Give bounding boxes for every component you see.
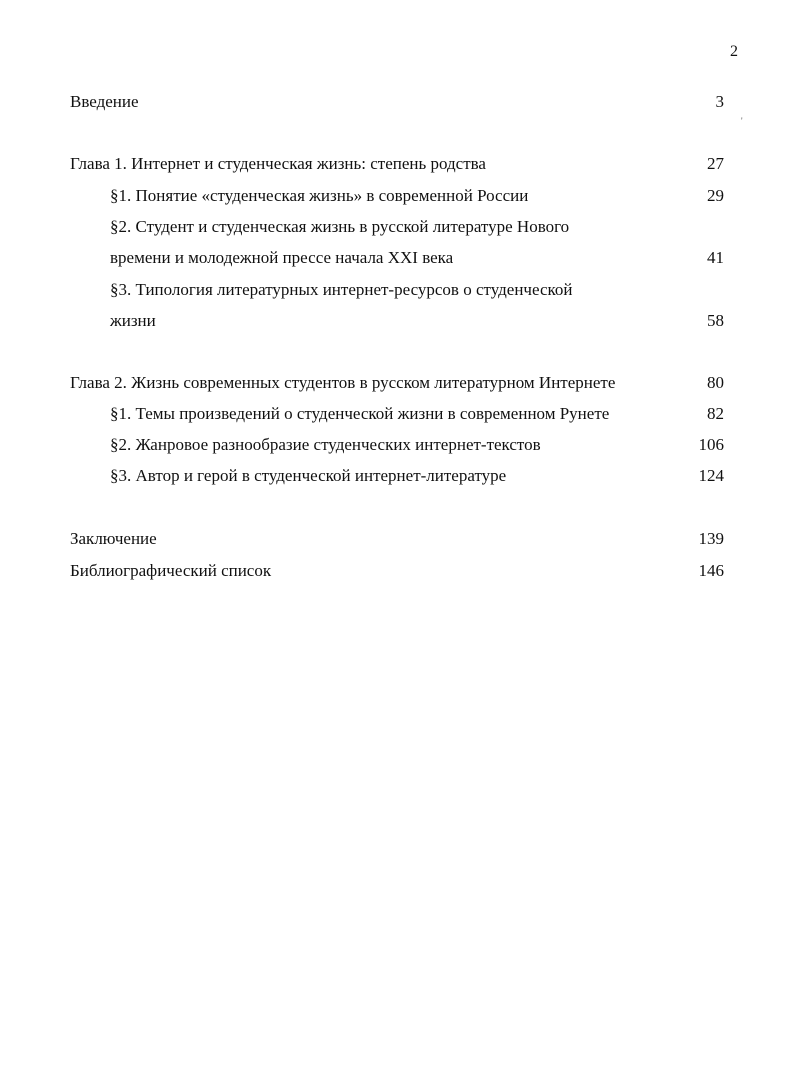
toc-conclusion-page: 139 — [698, 529, 724, 548]
toc-entry-intro-page: 3 — [715, 92, 724, 111]
toc-chapter1-section2-title-line1: §2. Студент и студенческая жизнь в русской литературе Нового — [110, 217, 570, 236]
toc-chapter1-section3-title-line1: §3. Типология литературных интернет-ресурсов о студенческой — [110, 280, 573, 299]
toc-chapter2-section3-title: §3. Автор и герой в студенческой интернет-литературе — [110, 466, 507, 485]
toc-chapter1-section1-page: 29 — [707, 186, 724, 205]
toc-chapter2-section2-title: §2. Жанровое разнообразие студенческих интернет-текстов — [110, 435, 541, 454]
toc-entry-intro-title: Введение — [70, 92, 139, 111]
toc-conclusion-title: Заключение — [70, 529, 157, 548]
toc-chapter1-section2-title-line2: времени и молодежной прессе начала XXI века — [110, 248, 454, 267]
toc-chapter1-section1-title: §1. Понятие «студенческая жизнь» в современной России — [110, 186, 529, 205]
toc-chapter1-section2-page: 41 — [707, 248, 724, 267]
toc-chapter2-section3-page: 124 — [698, 466, 724, 485]
page-number: 2 — [730, 43, 738, 60]
toc-chapter1-section3-page: 58 — [707, 311, 724, 330]
toc-chapter2-section1-page: 82 — [707, 404, 724, 423]
toc-chapter2-section2-page: 106 — [698, 435, 724, 454]
toc-bibliography-title: Библиографический список — [70, 561, 272, 580]
toc-chapter2-section1-title: §1. Темы произведений о студенческой жизни в современном Рунете — [110, 404, 610, 423]
toc-chapter1-section3-title-line2: жизни — [110, 311, 156, 330]
toc-chapter2-page: 80 — [707, 373, 724, 392]
toc-chapter1-title: Глава 1. Интернет и студенческая жизнь: степень родства — [70, 154, 486, 173]
scan-mark: ' — [741, 116, 743, 126]
toc-chapter2-title: Глава 2. Жизнь современных студентов в русском литературном Интернете — [70, 373, 616, 392]
toc-chapter1-page: 27 — [707, 154, 724, 173]
toc-bibliography-page: 146 — [698, 561, 724, 580]
